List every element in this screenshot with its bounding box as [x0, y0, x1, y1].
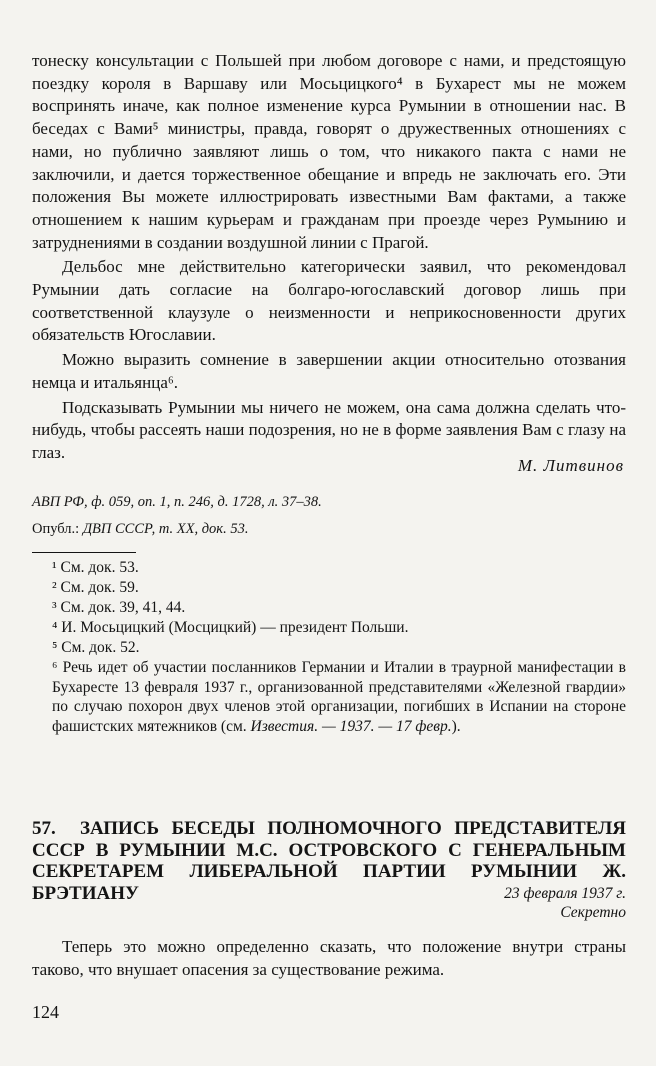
page-number: 124: [32, 1002, 59, 1022]
published-label: Опубл.:: [32, 521, 80, 537]
document-classification: Секретно: [560, 904, 626, 921]
opening-section: [32, 936, 626, 981]
paragraph-4: Подсказывать Румынии мы ничего не можем, она сама должна сделать что-нибудь, чтобы рассеять наши подозрения, но не в форме заявления Вам с глазу на глаз.: [32, 397, 626, 462]
footnote-3: ³ См. док. 39, 41, 44.: [52, 599, 186, 616]
published-ref-text: ДВП СССР, т. XX, док. 53.: [82, 521, 249, 537]
publication-reference: [32, 521, 248, 538]
document-meta: [504, 884, 626, 922]
footnote-1: ¹ См. док. 53.: [52, 559, 139, 576]
archive-reference-text: АВП РФ, ф. 059, оп. 1, п. 246, д. 1728, л. 37–38.: [32, 494, 322, 510]
signature: М. Литвинов: [517, 456, 624, 475]
document-number: 57.: [32, 818, 56, 839]
footnote-6-text: ⁶ Речь идет об участии посланников Германии и Италии в траурной манифестации в Бухаресте 13 февраля 1937 г., организованной представителями «Железной гвардии» по случаю похорон двух членов этой организации, погибших в Испании на стороне фашистских мятежников (см.: [52, 659, 626, 736]
document-title: ЗАПИСЬ БЕСЕДЫ ПОЛНОМОЧНОГО ПРЕДСТАВИТЕЛЯ СССР В РУМЫНИИ М.С. ОСТРОВСКОГО С ГЕНЕРАЛЬНЫМ СЕКРЕТАРЕМ ЛИБЕРАЛЬНОЙ ПАРТИИ РУМЫНИИ Ж. БРЭТИАНУ: [32, 818, 626, 904]
paragraph-2: Дельбос мне действительно категорически заявил, что рекомендовал Румынии дать согласие на болгаро-югославский договор лишь при соответственной клаузуле о неизменности и неприкосновенности других обязательств Югославии.: [32, 257, 626, 345]
footnote-6-source: Известия. — 1937. — 17 февр.: [250, 718, 452, 736]
paragraph-3: Можно выразить сомнение в завершении акции относительно отозвания немца и итальянца⁶.: [32, 350, 626, 392]
footnote-4: ⁴ И. Мосьцицкий (Мосцицкий) — президент Польши.: [52, 619, 409, 636]
document-date: 23 февраля 1937 г.: [504, 885, 626, 902]
footnote-6-end: ).: [451, 718, 461, 736]
footnote-2: ² См. док. 59.: [52, 579, 139, 596]
archive-reference: [32, 494, 322, 511]
footnote-6: [52, 658, 626, 737]
letter-body: [32, 50, 626, 465]
paragraph-1: тонеску консультации с Польшей при любом договоре с нами, и предстоящую поездку короля в Варшаву или Мосьцицкого⁴ в Бухарест мы не можем воспринять иначе, как полное изменение курса Румынии в отношении нас. В беседах с Вами⁵ министры, правда, говорят о дружественных отношениях с нами, но публично заявляют лишь о том, что никакого пакта с нами не заключили, и дается торжественное обещание и впредь не заключать его. Эти положения Вы можете иллюстрировать известными Вам фактами, а также отношением к нашим курьерам и гражданам при проезде через Румынию и затруднениями в создании воздушной линии с Прагой.: [32, 51, 626, 252]
opening-paragraph: Теперь это можно определенно сказать, что положение внутри страны таково, что внушает опасения за существование режима.: [32, 937, 626, 979]
footnote-divider: [32, 552, 136, 553]
footnote-5: ⁵ См. док. 52.: [52, 639, 140, 656]
